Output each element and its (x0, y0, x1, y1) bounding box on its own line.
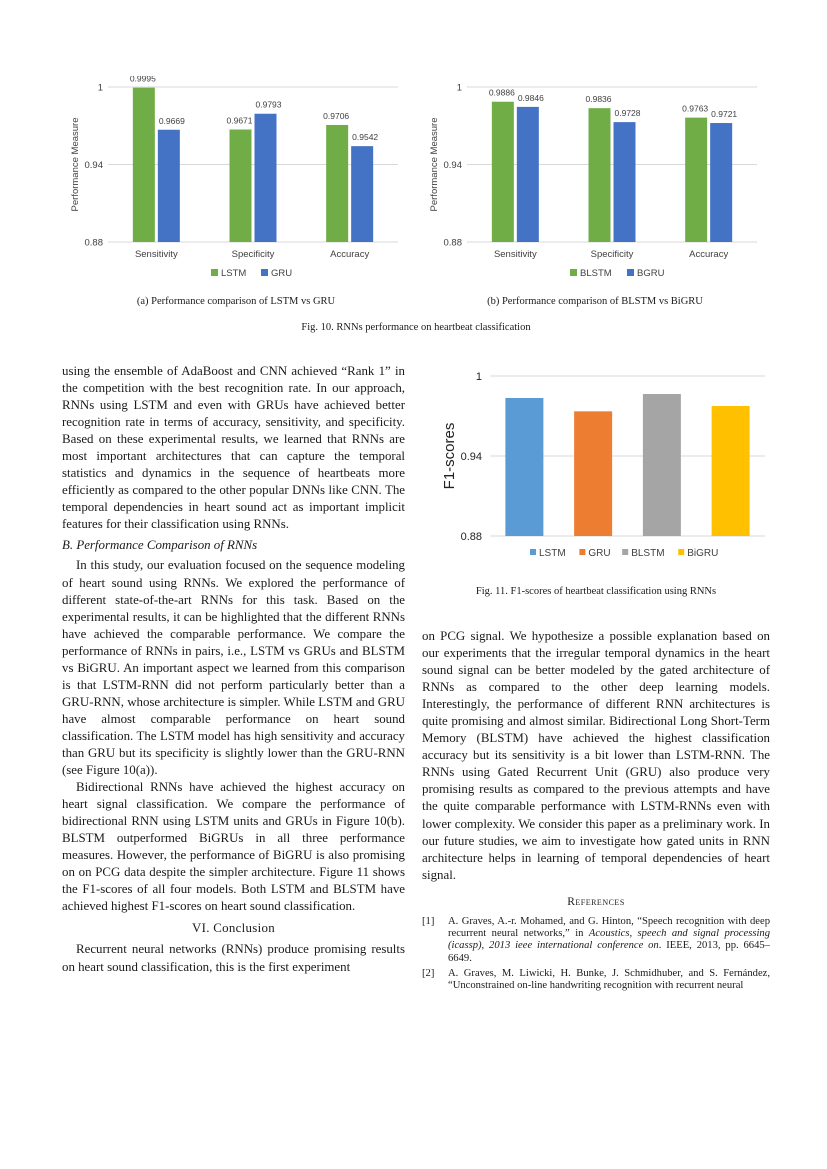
paragraph-bidirectional: Bidirectional RNNs have achieved the highest accuracy on heart signal classification. We compare the performance of bidirectional RNN using LSTM units and GRUs in Figure 10(b). BLSTM outperformed BiGRUs in all three performance measures. However, the performance of BiGRU is also promising on on PCG data despite the simpler architecture. Figure 11 shows the F1-scores of all four models. Both LSTM and BLSTM have achieved highest F1-scores on heart sound classification. (62, 780, 405, 914)
bar-gru (255, 114, 277, 242)
data-label: 0.9728 (614, 108, 641, 119)
section-heading-conclusion: VI. Conclusion (192, 921, 275, 936)
y-tick-label: 1 (456, 82, 462, 94)
data-label: 0.9995 (129, 76, 156, 84)
legend-swatch (570, 269, 577, 276)
legend-swatch (622, 549, 628, 555)
reference-text: A. Graves, A.-r. Mohamed, and G. Hinton, “Speech recognition with deep recurrent neural networks,” in Acoustics, speech and signal processing (icassp), 2013 ieee international conference on. IEEE, 2013, pp. 6645–6649. (448, 915, 770, 964)
bar-lstm (326, 125, 348, 242)
y-tick-label: 0.94 (84, 160, 103, 171)
fig10b-caption: (b) Performance comparison of BLSTM vs BiGRU (487, 296, 703, 307)
bar-gru (158, 130, 180, 242)
subsection-heading-b: B. Performance Comparison of RNNs (62, 538, 258, 553)
y-axis-label: Performance Measure (429, 117, 440, 212)
bar-bigru (712, 406, 750, 536)
bar-blstm (685, 118, 707, 242)
legend-swatch (211, 269, 218, 276)
reference-number: [1] (422, 915, 435, 927)
y-axis-label: F1-scores (441, 422, 458, 490)
y-tick-label: 1 (97, 82, 103, 94)
data-label: 0.9706 (323, 110, 350, 121)
legend-swatch (530, 549, 536, 555)
bar-gru (574, 411, 612, 536)
bar-lstm (133, 88, 155, 242)
legend-label: BGRU (637, 268, 665, 279)
fig10a-chart (66, 76, 406, 288)
fig11-chart (430, 360, 770, 570)
legend-swatch (678, 549, 684, 555)
reference-text: A. Graves, M. Liwicki, H. Bunke, J. Schmidhuber, and S. Fernández, “Unconstrained on-line handwriting recognition with recurrent neural (448, 967, 770, 992)
legend-label: GRU (271, 268, 293, 279)
fig10-caption: Fig. 10. RNNs performance on heartbeat classification (301, 322, 531, 333)
data-label: 0.9793 (255, 99, 282, 110)
legend-swatch (261, 269, 268, 276)
data-label: 0.9721 (711, 109, 738, 120)
data-label: 0.9846 (517, 92, 544, 103)
legend-label: LSTM (221, 268, 247, 279)
bar-blstm (492, 102, 514, 242)
data-label: 0.9836 (585, 94, 612, 105)
reference-number: [2] (422, 967, 435, 979)
x-tick-label: Specificity (231, 249, 275, 260)
y-tick-label: 1 (475, 371, 482, 383)
x-tick-label: Accuracy (330, 249, 370, 260)
y-tick-label: 0.88 (443, 237, 462, 249)
right-column (422, 628, 770, 995)
bar-bgru (614, 122, 636, 242)
legend-swatch (579, 549, 585, 555)
legend-label: BLSTM (631, 548, 665, 559)
legend-label: BiGRU (687, 548, 719, 559)
legend-swatch (627, 269, 634, 276)
fig10a-caption: (a) Performance comparison of LSTM vs GRU (136, 296, 336, 307)
paragraph-conclusion-cont: on PCG signal. We hypothesize a possible explanation based on our experiments that the irregular temporal dynamics in the heart sound signal can be better modeled by the gated architecture of RNNs as compared to the other deep learning models. Interestingly, the performance of different RNN architectures is quite promising and almost similar. Bidirectional Long Short-Term Memory (BLSTM) have achieved the highest classification accuracy but its sensitivity is a bit lower than LSTM-RNN. The RNNs using Gated Recurrent Unit (GRU) also produce very promising results as compared to the previous attempts and have the quite comparable performance with LSTM-RNNs even with lower complexity. We consider this paper as a preliminary work. In our future studies, we aim to investigate how gated units in RNN architecture helps in learning of temporal dependencies of heart signal. (422, 629, 770, 882)
paragraph-comparison: In this study, our evaluation focused on the sequence modeling of heart sound using RNNs. We explored the performance of different state-of-the-art RNNs for this task. Based on the experimental results, it can be highlighted that the different RNNs have achieved the comparable performance. We compare the performance of RNNs in pairs, i.e., LSTM vs GRUs and BLSTM vs BiGRU. An important aspect we learned from this comparison is that LSTM-RNN did not perform particularly better than a GRU-RNN, whose architecture is simpler. While LSTM and GRU have almost comparable performance on heart sound classification. The LSTM model has high sensitivity and accuracy than GRU but its specificity is slightly lower than the GRU-RNN (see Figure 10(a)). (62, 558, 405, 778)
fig10b-chart (425, 76, 765, 288)
fig11-caption: Fig. 11. F1-scores of heartbeat classification using RNNs (475, 586, 717, 597)
y-tick-label: 0.94 (460, 451, 482, 463)
paragraph-rank1: using the ensemble of AdaBoost and CNN achieved “Rank 1” in the competition with the best recognition rate. In our approach, RNNs using LSTM and even with GRUs have achieved better recognition rate in terms of accuracy, sensitivity, and specificity. Based on these experimental results, we learned that RNNs are most important architectures that can capture the temporal statistics and dynamics in the sequence of heartbeats more efficiently as compared to the other popular DNNs like CNN. The temporal dependencies in heart sound act as important implicit features for their classification using RNNs. (62, 364, 405, 532)
data-label: 0.9671 (226, 115, 253, 126)
reference-item (422, 916, 770, 965)
bar-lstm (230, 129, 252, 242)
x-tick-label: Specificity (590, 249, 634, 260)
references-heading: References (567, 895, 625, 908)
bar-lstm (505, 398, 543, 536)
data-label: 0.9763 (682, 103, 709, 114)
bar-blstm (643, 394, 681, 536)
y-tick-label: 0.94 (443, 160, 462, 171)
legend-label: GRU (588, 548, 611, 559)
y-axis-label: Performance Measure (70, 117, 81, 212)
y-tick-label: 0.88 (84, 237, 103, 249)
data-label: 0.9669 (158, 115, 185, 126)
reference-item (422, 968, 770, 993)
x-tick-label: Accuracy (689, 249, 729, 260)
bar-gru (351, 146, 373, 242)
legend-label: BLSTM (580, 268, 612, 279)
bar-blstm (589, 108, 611, 242)
bar-bgru (517, 107, 539, 242)
x-tick-label: Sensitivity (493, 249, 537, 260)
left-column (62, 363, 405, 976)
y-tick-label: 0.88 (460, 531, 482, 543)
data-label: 0.9886 (488, 87, 515, 98)
x-tick-label: Sensitivity (134, 249, 178, 260)
data-label: 0.9542 (352, 132, 379, 143)
bar-bgru (710, 123, 732, 242)
legend-label: LSTM (539, 548, 566, 559)
paragraph-conclusion-start: Recurrent neural networks (RNNs) produce promising results on heart sound classification, this is the first experiment (62, 942, 405, 974)
